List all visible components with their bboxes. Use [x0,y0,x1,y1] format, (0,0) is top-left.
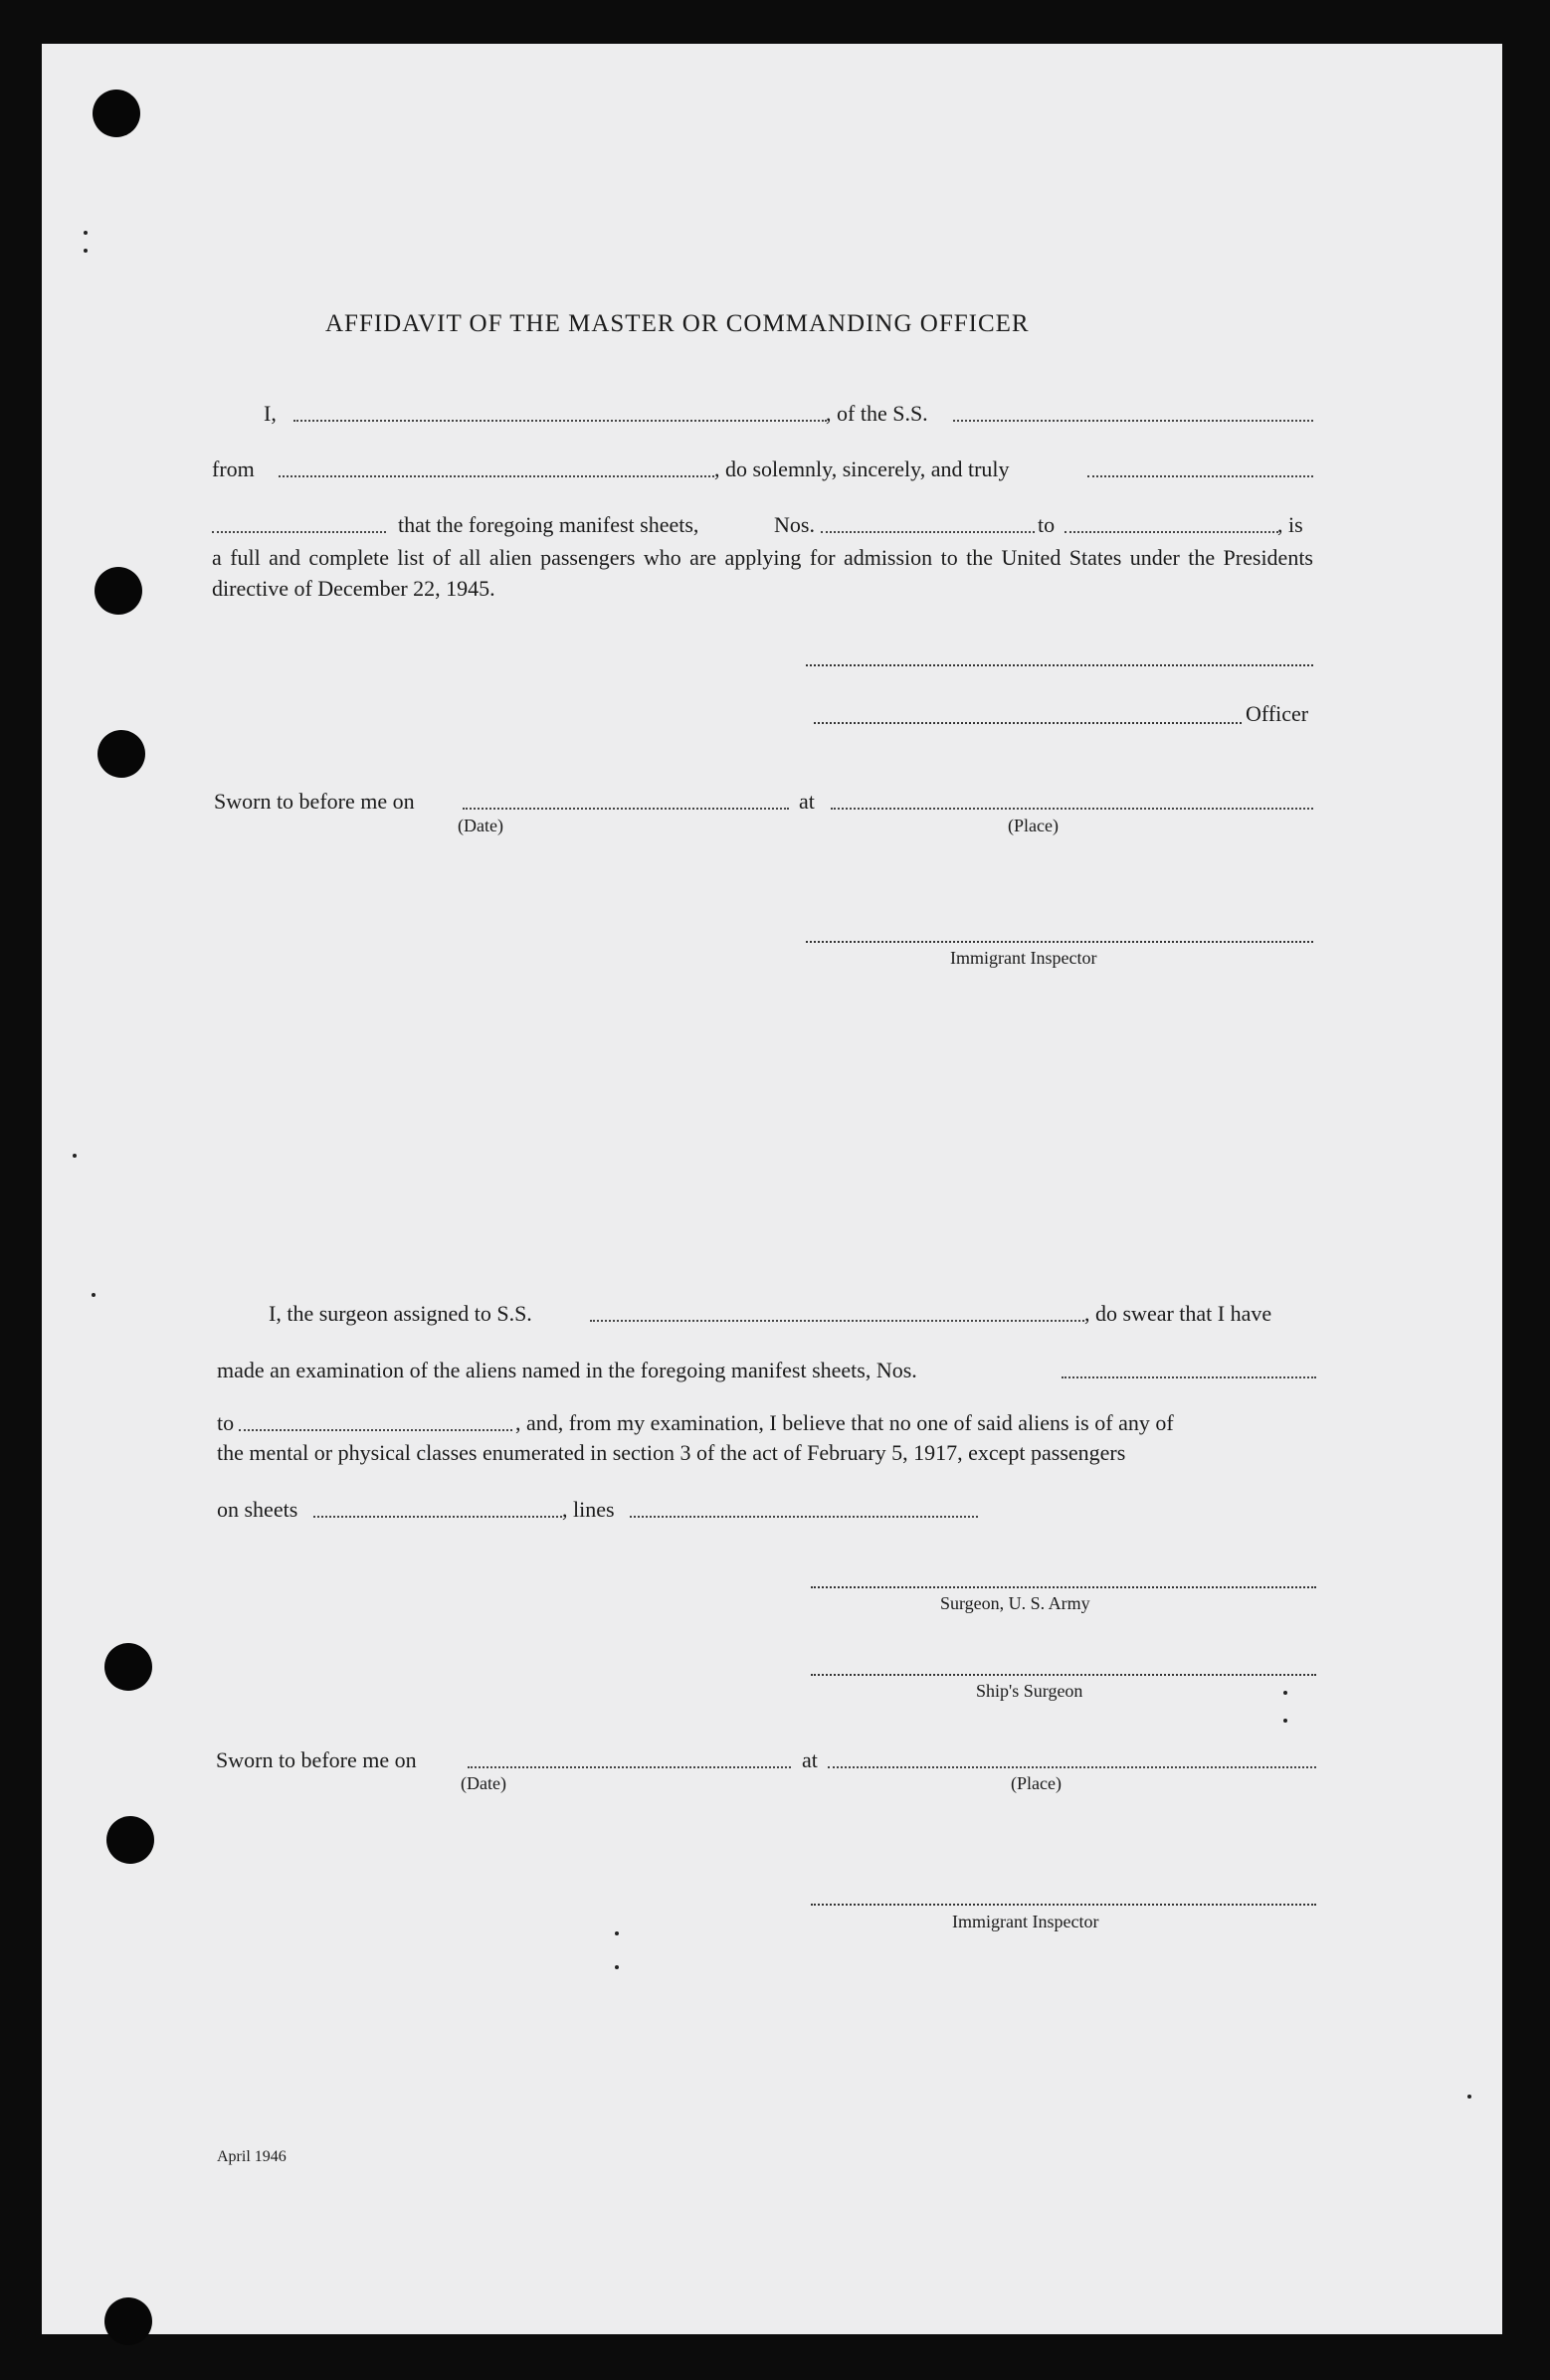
speck [92,1293,96,1297]
ship-surgeon-label: Ship's Surgeon [976,1681,1083,1701]
surgeon-line3-prefix: to [217,1410,235,1435]
officer-signature-line[interactable] [814,722,1242,724]
ship-surgeon-signature-line[interactable] [811,1674,1316,1676]
master-sworn-date-field[interactable] [463,808,789,810]
master-inspector-signature-line[interactable] [806,941,1313,943]
speck [1283,1719,1287,1723]
surgeon-lines-field[interactable] [630,1516,978,1518]
surgeon-to-field[interactable] [239,1429,512,1431]
officer-label: Officer [1246,701,1309,726]
master-line3-a: that the foregoing manifest sheets, [398,512,699,537]
master-nos-from-field[interactable] [821,531,1035,533]
master-line3-to: to [1038,512,1056,537]
master-name-field[interactable] [293,420,827,422]
surgeon-line5-prefix: on sheets [217,1497,298,1522]
master-swear-field[interactable] [1087,475,1313,477]
master-line1-prefix: I, [264,401,277,426]
speck [615,1931,619,1935]
surgeon-nos-field[interactable] [1062,1376,1316,1378]
punch-hole [97,730,145,778]
master-line2-mid: , do solemnly, sincerely, and truly [714,457,1010,481]
surgeon-place-caption: (Place) [1011,1773,1062,1793]
punch-hole [93,90,140,137]
army-surgeon-signature-line[interactable] [811,1586,1316,1588]
master-line3-is: , is [1277,512,1303,537]
master-sworn-place-field[interactable] [831,808,1313,810]
surgeon-sheets-field[interactable] [313,1516,562,1518]
punch-hole [104,1643,152,1691]
surgeon-sworn-prefix: Sworn to before me on [216,1747,417,1772]
punch-hole [104,2297,152,2345]
footer-date: April 1946 [217,2148,287,2165]
speck [84,231,88,235]
master-inspector-label: Immigrant Inspector [950,948,1097,968]
master-date-caption: (Date) [458,816,503,835]
master-signature-line[interactable] [806,664,1313,666]
master-at-label: at [799,789,815,814]
master-line3-nos: Nos. [774,512,815,537]
master-place-caption: (Place) [1008,816,1059,835]
speck [84,249,88,253]
master-line1-mid: , of the S.S. [826,401,928,426]
master-line2-prefix: from [212,457,255,481]
surgeon-line5-mid: , lines [562,1497,615,1522]
surgeon-sworn-date-field[interactable] [468,1766,791,1768]
form-page [42,44,1502,2334]
form-title: AFFIDAVIT OF THE MASTER OR COMMANDING OFFICER [325,310,1030,337]
master-from-field[interactable] [279,475,714,477]
speck [73,1154,77,1158]
surgeon-ship-field[interactable] [590,1320,1084,1322]
surgeon-at-label: at [802,1747,818,1772]
surgeon-sworn-place-field[interactable] [828,1766,1316,1768]
surgeon-date-caption: (Date) [461,1773,506,1793]
surgeon-line3-suffix: , and, from my examination, I believe that no one of said aliens is of any of [515,1410,1174,1435]
speck [615,1965,619,1969]
surgeon-inspector-label: Immigrant Inspector [952,1912,1099,1931]
master-sworn-prefix: Sworn to before me on [214,789,415,814]
speck [1283,1691,1287,1695]
surgeon-line2: made an examination of the aliens named in the foregoing manifest sheets, Nos. [217,1358,917,1382]
master-nos-to-field[interactable] [1065,531,1278,533]
master-ship-field[interactable] [953,420,1313,422]
punch-hole [95,567,142,615]
surgeon-line1-prefix: I, the surgeon assigned to S.S. [269,1301,532,1326]
master-paragraph: a full and complete list of all alien passengers who are applying for admission to the United States under the Presidents directive of December 22, 1945. [212,545,1313,601]
speck [1467,2095,1471,2099]
surgeon-line1-suffix: , do swear that I have [1084,1301,1272,1326]
punch-hole [106,1816,154,1864]
army-surgeon-label: Surgeon, U. S. Army [940,1593,1090,1613]
surgeon-inspector-signature-line[interactable] [811,1904,1316,1906]
surgeon-line4: the mental or physical classes enumerated in section 3 of the act of February 5, 1917, except passengers [217,1440,1126,1465]
master-oath-field[interactable] [212,531,386,533]
